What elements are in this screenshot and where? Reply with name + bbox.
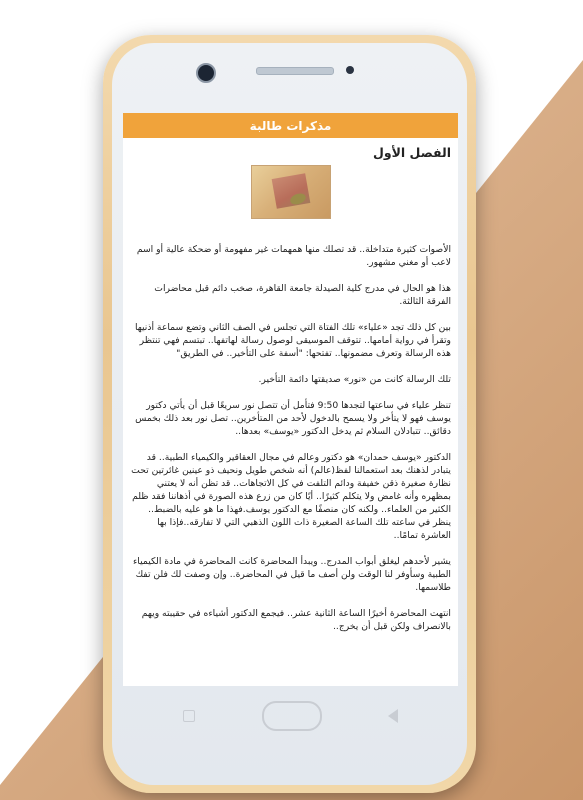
story-paragraph: الدكتور «يوسف حمدان» هو دكتور وعالم في مجال العقاقير والكيمياء الطبية.. قد يتبادر لذهنك بعد استعمالنا لفظ(عالم) أنه شخص طويل ونحيف ذو عينين غائرتين تحت نظارة صغيرة ذقن خفيفة ودائم التلفت في كل الاتجاهات.. قد تظن أنه لا يعتني بمظهره وأنه غامض ولا يتكلم كثيرًا.. أيًا كان من زرع هذه الصورة في أذهاننا فقد ظلم الكثير من العلماء.. ولكنه كان منصفًا مع الدكتور يوسف.فهذا ما هو عليه بالضبط.. ينظر في ساعته تلك الساعة الصغيرة ذات اللون الذهبي التي لا تفارقه..فإذا بها العاشرة تمامًا.. <box>131 452 451 541</box>
phone-nav-bar <box>123 686 458 746</box>
earpiece-speaker <box>256 67 334 75</box>
story-paragraph: بين كل ذلك تجد «علياء» تلك الفتاة التي تجلس في الصف الثاني وتضع سماعة أذنيها وتقرأ في رواية أمامها.. تتوقف الموسيقى لوصول رسالة لهاتفها.. تبتسم فهي تنتظر هذه الرسالة وتعرف مضمونها.. تفتحها: "أسفة على التأخير.. في الطريق" <box>135 322 451 359</box>
story-content[interactable] <box>123 138 458 633</box>
thumbnail-photo <box>271 173 310 208</box>
story-paragraph: الأصوات كثيرة متداخلة.. قد تصلك منها همهمات غير مفهومة أو ضحكة عالية أو اسم لاعب أو مغني مشهور. <box>136 244 451 268</box>
back-icon[interactable] <box>388 709 398 723</box>
app-title: مذكرات طالبة <box>249 118 332 133</box>
chapter-title: الفصل الأول <box>372 145 451 160</box>
story-paragraph: يشير لأحدهم ليغلق أبواب المدرج.. ويبدأ المحاضرة كانت المحاضرة في مادة الكيمياء الطبية وسأوفر لنا الوقت ولن أصف ما قيل في المحاضرة.. وإن وصفت لك فلن تفك طلاسمها. <box>132 556 451 593</box>
story-paragraph: تنظر علياء في ساعتها لتجدها 9:50 فتأمل أن تتصل نور سريعًا قبل أن يأتي دكتور يوسف فهو لا يتأخر ولا يسمح بالدخول لأحد من المتأخرين.. تصل نور بعد ذلك بخمس دقائق.. تتبادلان السلام ثم يدخل الدكتور «يوسف» بعدها.. <box>135 400 451 437</box>
home-button[interactable] <box>262 701 322 731</box>
story-paragraph: تلك الرسالة كانت من «نور» صديقتها دائمة التأخير. <box>258 374 451 385</box>
phone-screen <box>123 113 458 686</box>
story-paragraph: هذا هو الحال في مدرج كلية الصيدلة جامعة القاهرة، صخب دائم قبل محاضرات الفرقة الثالثة. <box>154 283 451 307</box>
recent-apps-icon[interactable] <box>183 710 195 722</box>
story-paragraph: انتهت المحاضرة أخيرًا الساعة الثانية عشر.. فيجمع الدكتور أشياءه في حقيبته ويهم بالانصراف ولكن قبل أن يخرج.. <box>141 608 451 632</box>
front-camera <box>196 63 216 83</box>
proximity-sensor <box>346 66 354 74</box>
app-bar <box>123 113 458 138</box>
chapter-thumbnail-image <box>251 165 331 219</box>
